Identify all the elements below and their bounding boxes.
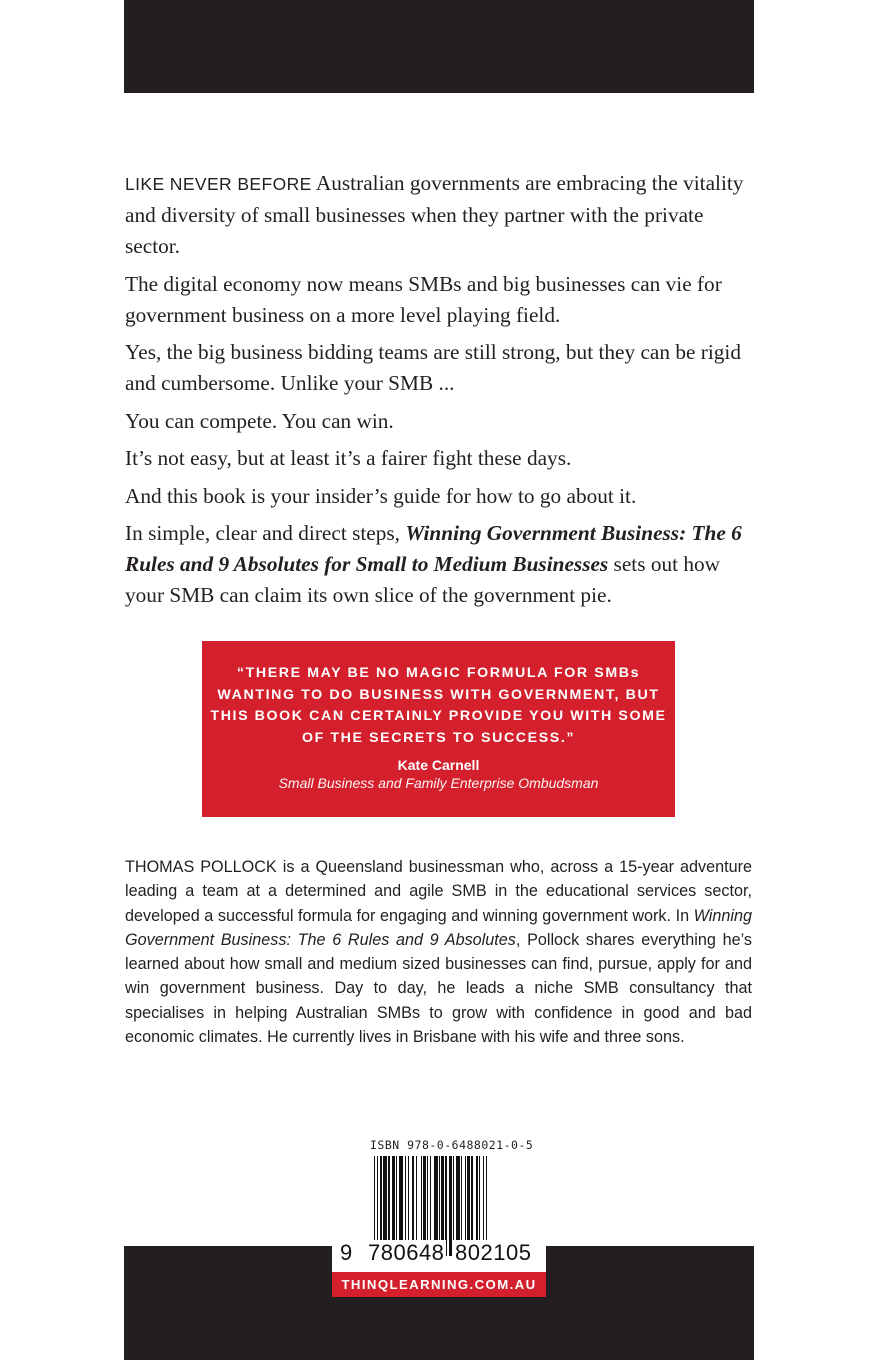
- isbn-label: ISBN 978-0-6488021-0-5: [370, 1138, 534, 1152]
- quote-author: Kate Carnell: [397, 757, 480, 773]
- book-title: Winning Government Business: The 6 Rules and 9 Absolutes for Small to Medium Businesses: [125, 521, 742, 576]
- blurb-paragraph: Yes, the big business bidding teams are still strong, but they can be rigid and cumbersome. Unlike your SMB ...: [125, 340, 741, 395]
- blurb-paragraph: It’s not easy, but at least it’s a fairer fight these days.: [125, 446, 572, 470]
- author-bio: THOMAS POLLOCK is a Queensland businessman who, across a 15-year adventure leading a team at a determined and agile SMB in the educational services sector, developed a successful formula for engaging and winning government work. In Winning Government Business: The 6 Rules and 9 Absolutes, Pollock shares everything he’s learned about how small and medium sized businesses can find, pursue, apply for and win government business. Day to day, he leads a niche SMB consultancy that specialises in helping Australian SMBs to grow with confidence in good and bad economic climates. He currently lives in Brisbane with his wife and three sons.: [125, 858, 752, 1047]
- isbn-barcode: [332, 1130, 546, 1272]
- barcode-digits: 9 780648 802105: [340, 1240, 532, 1265]
- endorsement-quote-box: [202, 641, 675, 817]
- publisher-website: THINQLEARNING.COM.AU: [332, 1272, 546, 1297]
- blurb-lead-caps: LIKE NEVER BEFORE: [125, 174, 312, 194]
- blurb-paragraph: LIKE NEVER BEFORE Australian governments are embracing the vitality and diversity of small businesses when they partner with the private sector.: [125, 171, 744, 258]
- blurb-paragraph: And this book is your insider’s guide for how to go about it.: [125, 483, 637, 508]
- book-title: Winning Government Business: The 6 Rules and 9 Absolutes: [125, 906, 752, 949]
- quote-author-role: Small Business and Family Enterprise Ombudsman: [278, 775, 599, 791]
- blurb-paragraph: In simple, clear and direct steps, Winning Government Business: The 6 Rules and 9 Absolutes for Small to Medium Businesses sets out how your SMB can claim its own slice of the government pie.: [125, 521, 742, 607]
- blurb-paragraph: You can compete. You can win.: [125, 408, 394, 433]
- author-name: THOMAS POLLOCK: [125, 858, 277, 876]
- top-dark-band: [124, 0, 754, 93]
- blurb-paragraph: The digital economy now means SMBs and big businesses can vie for government business on a more level playing field.: [125, 271, 722, 327]
- back-cover-blurb: [125, 168, 755, 618]
- endorsement-quote: “THERE MAY BE NO MAGIC FORMULA FOR SMBs WANTING TO DO BUSINESS WITH GOVERNMENT, BUT THIS BOOK CAN CERTAINLY PROVIDE YOU WITH SOME OF THE SECRETS TO SUCCESS.”: [210, 665, 667, 746]
